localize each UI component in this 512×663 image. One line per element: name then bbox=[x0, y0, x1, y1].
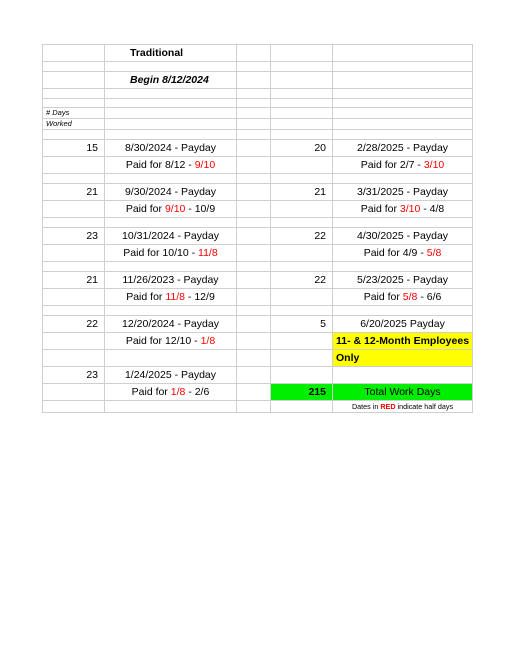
pay-period-row bbox=[43, 140, 473, 157]
footnote-red-word: RED bbox=[380, 401, 396, 411]
cell bbox=[43, 262, 105, 272]
employee-note-cont: Only bbox=[333, 350, 473, 367]
paid-prefix: Paid for bbox=[125, 334, 165, 347]
cell bbox=[105, 108, 237, 119]
paid-range bbox=[105, 333, 237, 350]
cell bbox=[237, 262, 271, 272]
cell bbox=[271, 119, 333, 130]
cell bbox=[333, 45, 473, 62]
cell bbox=[43, 350, 105, 367]
cell bbox=[237, 384, 271, 401]
paid-from-date: 11/8 bbox=[165, 290, 185, 303]
paid-from-date: 5/8 bbox=[402, 290, 418, 303]
paid-separator: - bbox=[420, 202, 430, 215]
pay-period-row bbox=[43, 184, 473, 201]
cell bbox=[43, 333, 105, 350]
cell bbox=[105, 89, 237, 99]
cell bbox=[271, 262, 333, 272]
days-worked: 22 bbox=[43, 316, 105, 333]
cell bbox=[237, 367, 271, 384]
paid-from-date: 2/7 bbox=[399, 158, 415, 171]
paid-prefix: Paid for bbox=[123, 246, 163, 259]
cell bbox=[237, 130, 271, 140]
payday: 1/24/2025 - Payday bbox=[105, 367, 237, 384]
paid-prefix: Paid for bbox=[363, 246, 403, 259]
paid-separator: - bbox=[185, 290, 195, 303]
cell bbox=[43, 62, 105, 72]
cell bbox=[271, 367, 333, 384]
cell bbox=[271, 45, 333, 62]
half-day-footnote: Dates in RED indicate half days bbox=[333, 401, 473, 413]
days-worked: 5 bbox=[271, 316, 333, 333]
cell bbox=[333, 119, 473, 130]
paid-range bbox=[333, 201, 473, 218]
cell bbox=[333, 174, 473, 184]
pay-period-row bbox=[43, 367, 473, 384]
cell bbox=[237, 72, 271, 89]
cell bbox=[105, 218, 237, 228]
paid-from-date: 1/8 bbox=[170, 385, 186, 398]
days-worked: 22 bbox=[271, 272, 333, 289]
cell bbox=[271, 157, 333, 174]
pay-period-row bbox=[43, 316, 473, 333]
days-worked: 21 bbox=[271, 184, 333, 201]
payday: 2/28/2025 - Payday bbox=[333, 140, 473, 157]
payday: 6/20/2025 Payday bbox=[333, 316, 473, 333]
cell bbox=[237, 401, 271, 413]
paid-range bbox=[333, 289, 473, 306]
paid-from-date: 8/12 bbox=[164, 158, 186, 171]
cell bbox=[43, 384, 105, 401]
cell bbox=[237, 108, 271, 119]
cell bbox=[237, 333, 271, 350]
cell bbox=[237, 157, 271, 174]
cell bbox=[237, 218, 271, 228]
paid-separator: - bbox=[191, 334, 201, 347]
cell bbox=[43, 306, 105, 316]
cell bbox=[237, 272, 271, 289]
payday: 4/30/2025 - Payday bbox=[333, 228, 473, 245]
total-days-value: 215 bbox=[271, 384, 333, 401]
paid-to-date: 11/8 bbox=[198, 246, 218, 259]
paid-separator: - bbox=[417, 246, 427, 259]
paid-separator: - bbox=[417, 290, 427, 303]
payday: 12/20/2024 - Payday bbox=[105, 316, 237, 333]
cell bbox=[105, 174, 237, 184]
cell bbox=[333, 99, 473, 108]
paid-to-date: 10/9 bbox=[194, 202, 216, 215]
cell bbox=[105, 130, 237, 140]
cell bbox=[43, 289, 105, 306]
cell bbox=[237, 174, 271, 184]
paid-range bbox=[333, 157, 473, 174]
total-days-label: Total Work Days bbox=[333, 384, 473, 401]
paid-range bbox=[105, 245, 237, 262]
cell bbox=[271, 306, 333, 316]
cell bbox=[333, 262, 473, 272]
payday: 5/23/2025 - Payday bbox=[333, 272, 473, 289]
cell bbox=[237, 140, 271, 157]
cell bbox=[43, 130, 105, 140]
paid-prefix: Paid for bbox=[125, 158, 165, 171]
cell bbox=[237, 99, 271, 108]
cell bbox=[271, 333, 333, 350]
payday: 9/30/2024 - Payday bbox=[105, 184, 237, 201]
days-worked: 21 bbox=[43, 184, 105, 201]
cell bbox=[237, 289, 271, 306]
paid-prefix: Paid for bbox=[360, 158, 400, 171]
cell bbox=[237, 184, 271, 201]
paid-to-date: 4/8 bbox=[429, 202, 445, 215]
paid-prefix: Paid for bbox=[125, 202, 165, 215]
cell bbox=[105, 99, 237, 108]
paid-prefix: Paid for bbox=[126, 290, 166, 303]
cell bbox=[271, 350, 333, 367]
cell bbox=[271, 130, 333, 140]
cell bbox=[43, 157, 105, 174]
schedule-title: Traditional bbox=[105, 45, 237, 62]
paid-from-date: 10/10 bbox=[162, 246, 189, 259]
paid-separator: - bbox=[185, 202, 195, 215]
days-label-line2: Worked bbox=[43, 119, 105, 130]
paid-range bbox=[105, 289, 237, 306]
paid-range bbox=[105, 157, 237, 174]
days-label-line1: # Days bbox=[43, 108, 105, 119]
paid-range bbox=[333, 245, 473, 262]
cell bbox=[43, 89, 105, 99]
cell bbox=[271, 218, 333, 228]
days-worked: 23 bbox=[43, 228, 105, 245]
cell bbox=[237, 306, 271, 316]
days-worked: 21 bbox=[43, 272, 105, 289]
cell bbox=[105, 350, 237, 367]
days-worked: 15 bbox=[43, 140, 105, 157]
payday: 11/26/2023 - Payday bbox=[105, 272, 237, 289]
cell bbox=[43, 72, 105, 89]
cell bbox=[271, 174, 333, 184]
days-worked: 23 bbox=[43, 367, 105, 384]
cell bbox=[105, 62, 237, 72]
cell bbox=[333, 218, 473, 228]
days-worked: 20 bbox=[271, 140, 333, 157]
paid-range bbox=[105, 384, 237, 401]
cell bbox=[43, 201, 105, 218]
paid-from-date: 9/10 bbox=[164, 202, 186, 215]
begin-date: Begin 8/12/2024 bbox=[105, 72, 237, 89]
cell bbox=[237, 245, 271, 262]
cell bbox=[237, 45, 271, 62]
paid-to-date: 12/9 bbox=[194, 290, 215, 303]
paid-to-date: 1/8 bbox=[200, 334, 216, 347]
cell bbox=[105, 119, 237, 130]
cell bbox=[271, 89, 333, 99]
paid-prefix: Paid for bbox=[360, 202, 400, 215]
paid-prefix: Paid for bbox=[131, 385, 171, 398]
payday: 10/31/2024 - Payday bbox=[105, 228, 237, 245]
cell bbox=[105, 306, 237, 316]
employee-note: 11- & 12-Month Employees bbox=[333, 333, 473, 350]
cell bbox=[333, 62, 473, 72]
paid-from-date: 4/9 bbox=[402, 246, 418, 259]
cell bbox=[271, 401, 333, 413]
paid-prefix: Paid for bbox=[363, 290, 403, 303]
cell bbox=[43, 45, 105, 62]
cell bbox=[271, 289, 333, 306]
paid-to-date: 3/10 bbox=[423, 158, 445, 171]
paid-separator: - bbox=[414, 158, 424, 171]
paid-range bbox=[105, 201, 237, 218]
cell bbox=[271, 108, 333, 119]
paid-from-date: 12/10 bbox=[164, 334, 192, 347]
pay-period-row bbox=[43, 228, 473, 245]
paid-to-date: 2/6 bbox=[194, 385, 210, 398]
cell bbox=[105, 401, 237, 413]
cell bbox=[237, 316, 271, 333]
cell bbox=[333, 72, 473, 89]
cell bbox=[271, 99, 333, 108]
cell bbox=[237, 119, 271, 130]
cell bbox=[43, 401, 105, 413]
cell bbox=[333, 108, 473, 119]
pay-schedule-sheet bbox=[42, 44, 473, 413]
paid-to-date: 6/6 bbox=[426, 290, 442, 303]
paid-from-date: 3/10 bbox=[399, 202, 421, 215]
pay-period-row bbox=[43, 272, 473, 289]
payday: 3/31/2025 - Payday bbox=[333, 184, 473, 201]
cell bbox=[271, 201, 333, 218]
cell bbox=[43, 218, 105, 228]
cell bbox=[271, 72, 333, 89]
cell bbox=[333, 367, 473, 384]
cell bbox=[237, 89, 271, 99]
cell bbox=[237, 228, 271, 245]
cell bbox=[43, 245, 105, 262]
cell bbox=[43, 174, 105, 184]
cell bbox=[43, 99, 105, 108]
cell bbox=[333, 130, 473, 140]
cell bbox=[333, 306, 473, 316]
cell bbox=[237, 62, 271, 72]
cell bbox=[271, 245, 333, 262]
paid-to-date: 9/10 bbox=[194, 158, 216, 171]
cell bbox=[237, 201, 271, 218]
paid-separator: - bbox=[188, 246, 199, 259]
cell bbox=[271, 62, 333, 72]
cell bbox=[333, 89, 473, 99]
cell bbox=[237, 350, 271, 367]
cell bbox=[105, 262, 237, 272]
paid-to-date: 5/8 bbox=[426, 246, 442, 259]
paid-separator: - bbox=[185, 158, 195, 171]
payday: 8/30/2024 - Payday bbox=[105, 140, 237, 157]
paid-separator: - bbox=[185, 385, 195, 398]
days-worked: 22 bbox=[271, 228, 333, 245]
